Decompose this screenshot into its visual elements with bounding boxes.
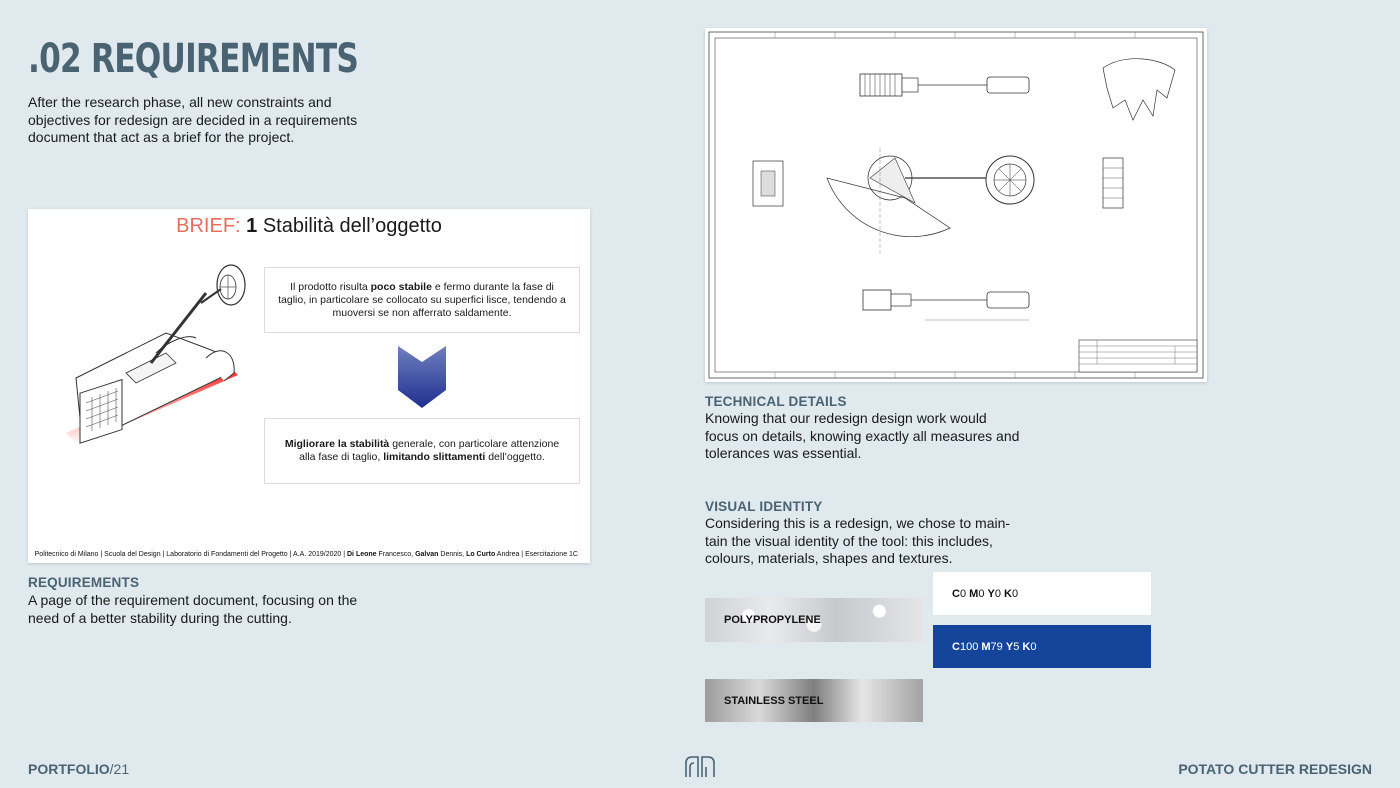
requirements-heading: REQUIREMENTS	[28, 575, 140, 590]
material-swatch-polypropylene	[705, 598, 923, 642]
requirements-text: A page of the requirement document, focusing on the need of a better stability during the cutting.	[28, 592, 358, 626]
page-number: /21	[109, 761, 130, 777]
technical-drawing-svg	[705, 28, 1207, 382]
brief-heading: Stabilità dell’oggetto	[262, 215, 442, 237]
visual-identity-text: Considering this is a redesign, we chose to main-tain the visual identity of the tool: this includes, colours, materials, shapes and textures.	[705, 515, 1011, 566]
logo-icon	[684, 755, 716, 779]
potato-cutter-illustration	[56, 263, 266, 493]
color-code-blue: C100 M79 Y5 K0	[952, 640, 1037, 653]
page-title: .02 REQUIREMENTS	[28, 36, 359, 82]
footer-project-title: POTATO CUTTER REDESIGN	[1178, 761, 1372, 777]
technical-drawing	[705, 28, 1207, 382]
chevron-down-icon	[398, 346, 446, 408]
material-label-polypropylene: POLYPROPYLENE	[724, 614, 821, 626]
footer-portfolio: PORTFOLIO/21	[28, 761, 130, 777]
technical-text: Knowing that our redesign design work would focus on details, knowing exactly all measures and tolerances was essential.	[705, 410, 1020, 461]
technical-heading: TECHNICAL DETAILS	[705, 394, 847, 409]
brief-card	[28, 209, 590, 563]
intro-text: After the research phase, all new constraints and objectives for redesign are decided in a requirements document that act as a brief for the project.	[28, 94, 358, 145]
material-label-stainless-steel: STAINLESS STEEL	[724, 694, 824, 707]
color-code-white: C0 M0 Y0 K0	[952, 587, 1019, 600]
brief-label: BRIEF:	[176, 215, 241, 237]
brief-number: 1	[246, 215, 258, 237]
visual-identity-heading: VISUAL IDENTITY	[705, 499, 823, 514]
brief-title	[28, 215, 590, 238]
brief-footer: Politecnico di Milano | Scuola del Design | Laboratorio di Fondamenti del Progetto | A.A. 2019/2020 | Di Leone Francesco, Galvan Dennis, Lo Curto Andrea | Esercitazione 1C	[34, 551, 578, 558]
material-swatch-stainless-steel	[705, 679, 923, 722]
brief-problem-box: Il prodotto risulta poco stabile e fermo durante la fase di taglio, in particolare se collocato su superfici lisce, tendendo a muoversi se non afferrato saldamente.	[264, 267, 580, 333]
color-swatch-blue	[933, 625, 1151, 668]
color-swatch-white	[933, 572, 1151, 615]
brief-goal-box: Migliorare la stabilità generale, con particolare attenzione alla fase di taglio, limitando slittamenti dell’oggetto.	[264, 418, 580, 484]
